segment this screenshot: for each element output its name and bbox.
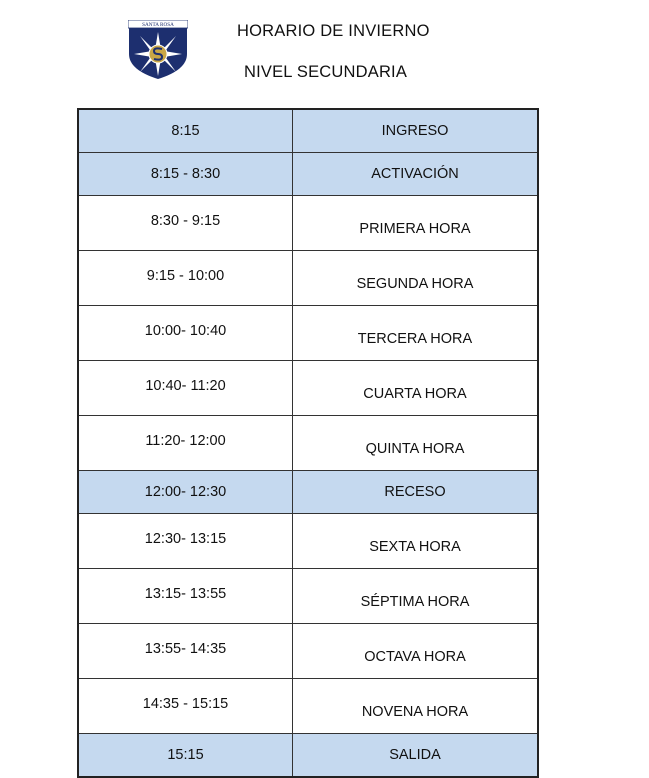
activity-cell: PRIMERA HORA bbox=[293, 196, 539, 251]
page-subtitle: NIVEL SECUNDARIA bbox=[244, 63, 408, 81]
activity-cell: SEXTA HORA bbox=[293, 514, 539, 569]
activity-cell: TERCERA HORA bbox=[293, 306, 539, 361]
activity-cell: INGRESO bbox=[293, 109, 539, 153]
activity-cell: QUINTA HORA bbox=[293, 416, 539, 471]
time-cell: 10:00- 10:40 bbox=[78, 306, 293, 361]
time-cell: 12:30- 13:15 bbox=[78, 514, 293, 569]
table-row bbox=[78, 196, 538, 251]
time-cell: 13:55- 14:35 bbox=[78, 624, 293, 679]
school-logo bbox=[128, 20, 188, 80]
time-cell: 11:20- 12:00 bbox=[78, 416, 293, 471]
time-cell: 9:15 - 10:00 bbox=[78, 251, 293, 306]
logo-text: SANTA ROSA bbox=[142, 22, 174, 29]
table-row bbox=[78, 514, 538, 569]
table-row bbox=[78, 416, 538, 471]
table-row bbox=[78, 569, 538, 624]
time-cell: 13:15- 13:55 bbox=[78, 569, 293, 624]
activity-cell: SÉPTIMA HORA bbox=[293, 569, 539, 624]
activity-cell: ACTIVACIÓN bbox=[293, 153, 539, 196]
table-row bbox=[78, 624, 538, 679]
activity-cell: CUARTA HORA bbox=[293, 361, 539, 416]
table-row bbox=[78, 251, 538, 306]
time-cell: 15:15 bbox=[78, 734, 293, 778]
time-cell: 8:15 - 8:30 bbox=[78, 153, 293, 196]
activity-cell: RECESO bbox=[293, 471, 539, 514]
table-row bbox=[78, 306, 538, 361]
table-row bbox=[78, 109, 538, 153]
schedule-table-body bbox=[78, 109, 538, 777]
activity-cell: SALIDA bbox=[293, 734, 539, 778]
school-crest-icon bbox=[128, 20, 188, 80]
activity-cell: OCTAVA HORA bbox=[293, 624, 539, 679]
table-row bbox=[78, 471, 538, 514]
schedule-table bbox=[77, 108, 539, 778]
table-row bbox=[78, 679, 538, 734]
table-row bbox=[78, 153, 538, 196]
time-cell: 8:30 - 9:15 bbox=[78, 196, 293, 251]
time-cell: 10:40- 11:20 bbox=[78, 361, 293, 416]
activity-cell: NOVENA HORA bbox=[293, 679, 539, 734]
table-row bbox=[78, 361, 538, 416]
time-cell: 12:00- 12:30 bbox=[78, 471, 293, 514]
activity-cell: SEGUNDA HORA bbox=[293, 251, 539, 306]
table-row bbox=[78, 734, 538, 778]
page-title: HORARIO DE INVIERNO bbox=[237, 22, 430, 40]
time-cell: 8:15 bbox=[78, 109, 293, 153]
time-cell: 14:35 - 15:15 bbox=[78, 679, 293, 734]
